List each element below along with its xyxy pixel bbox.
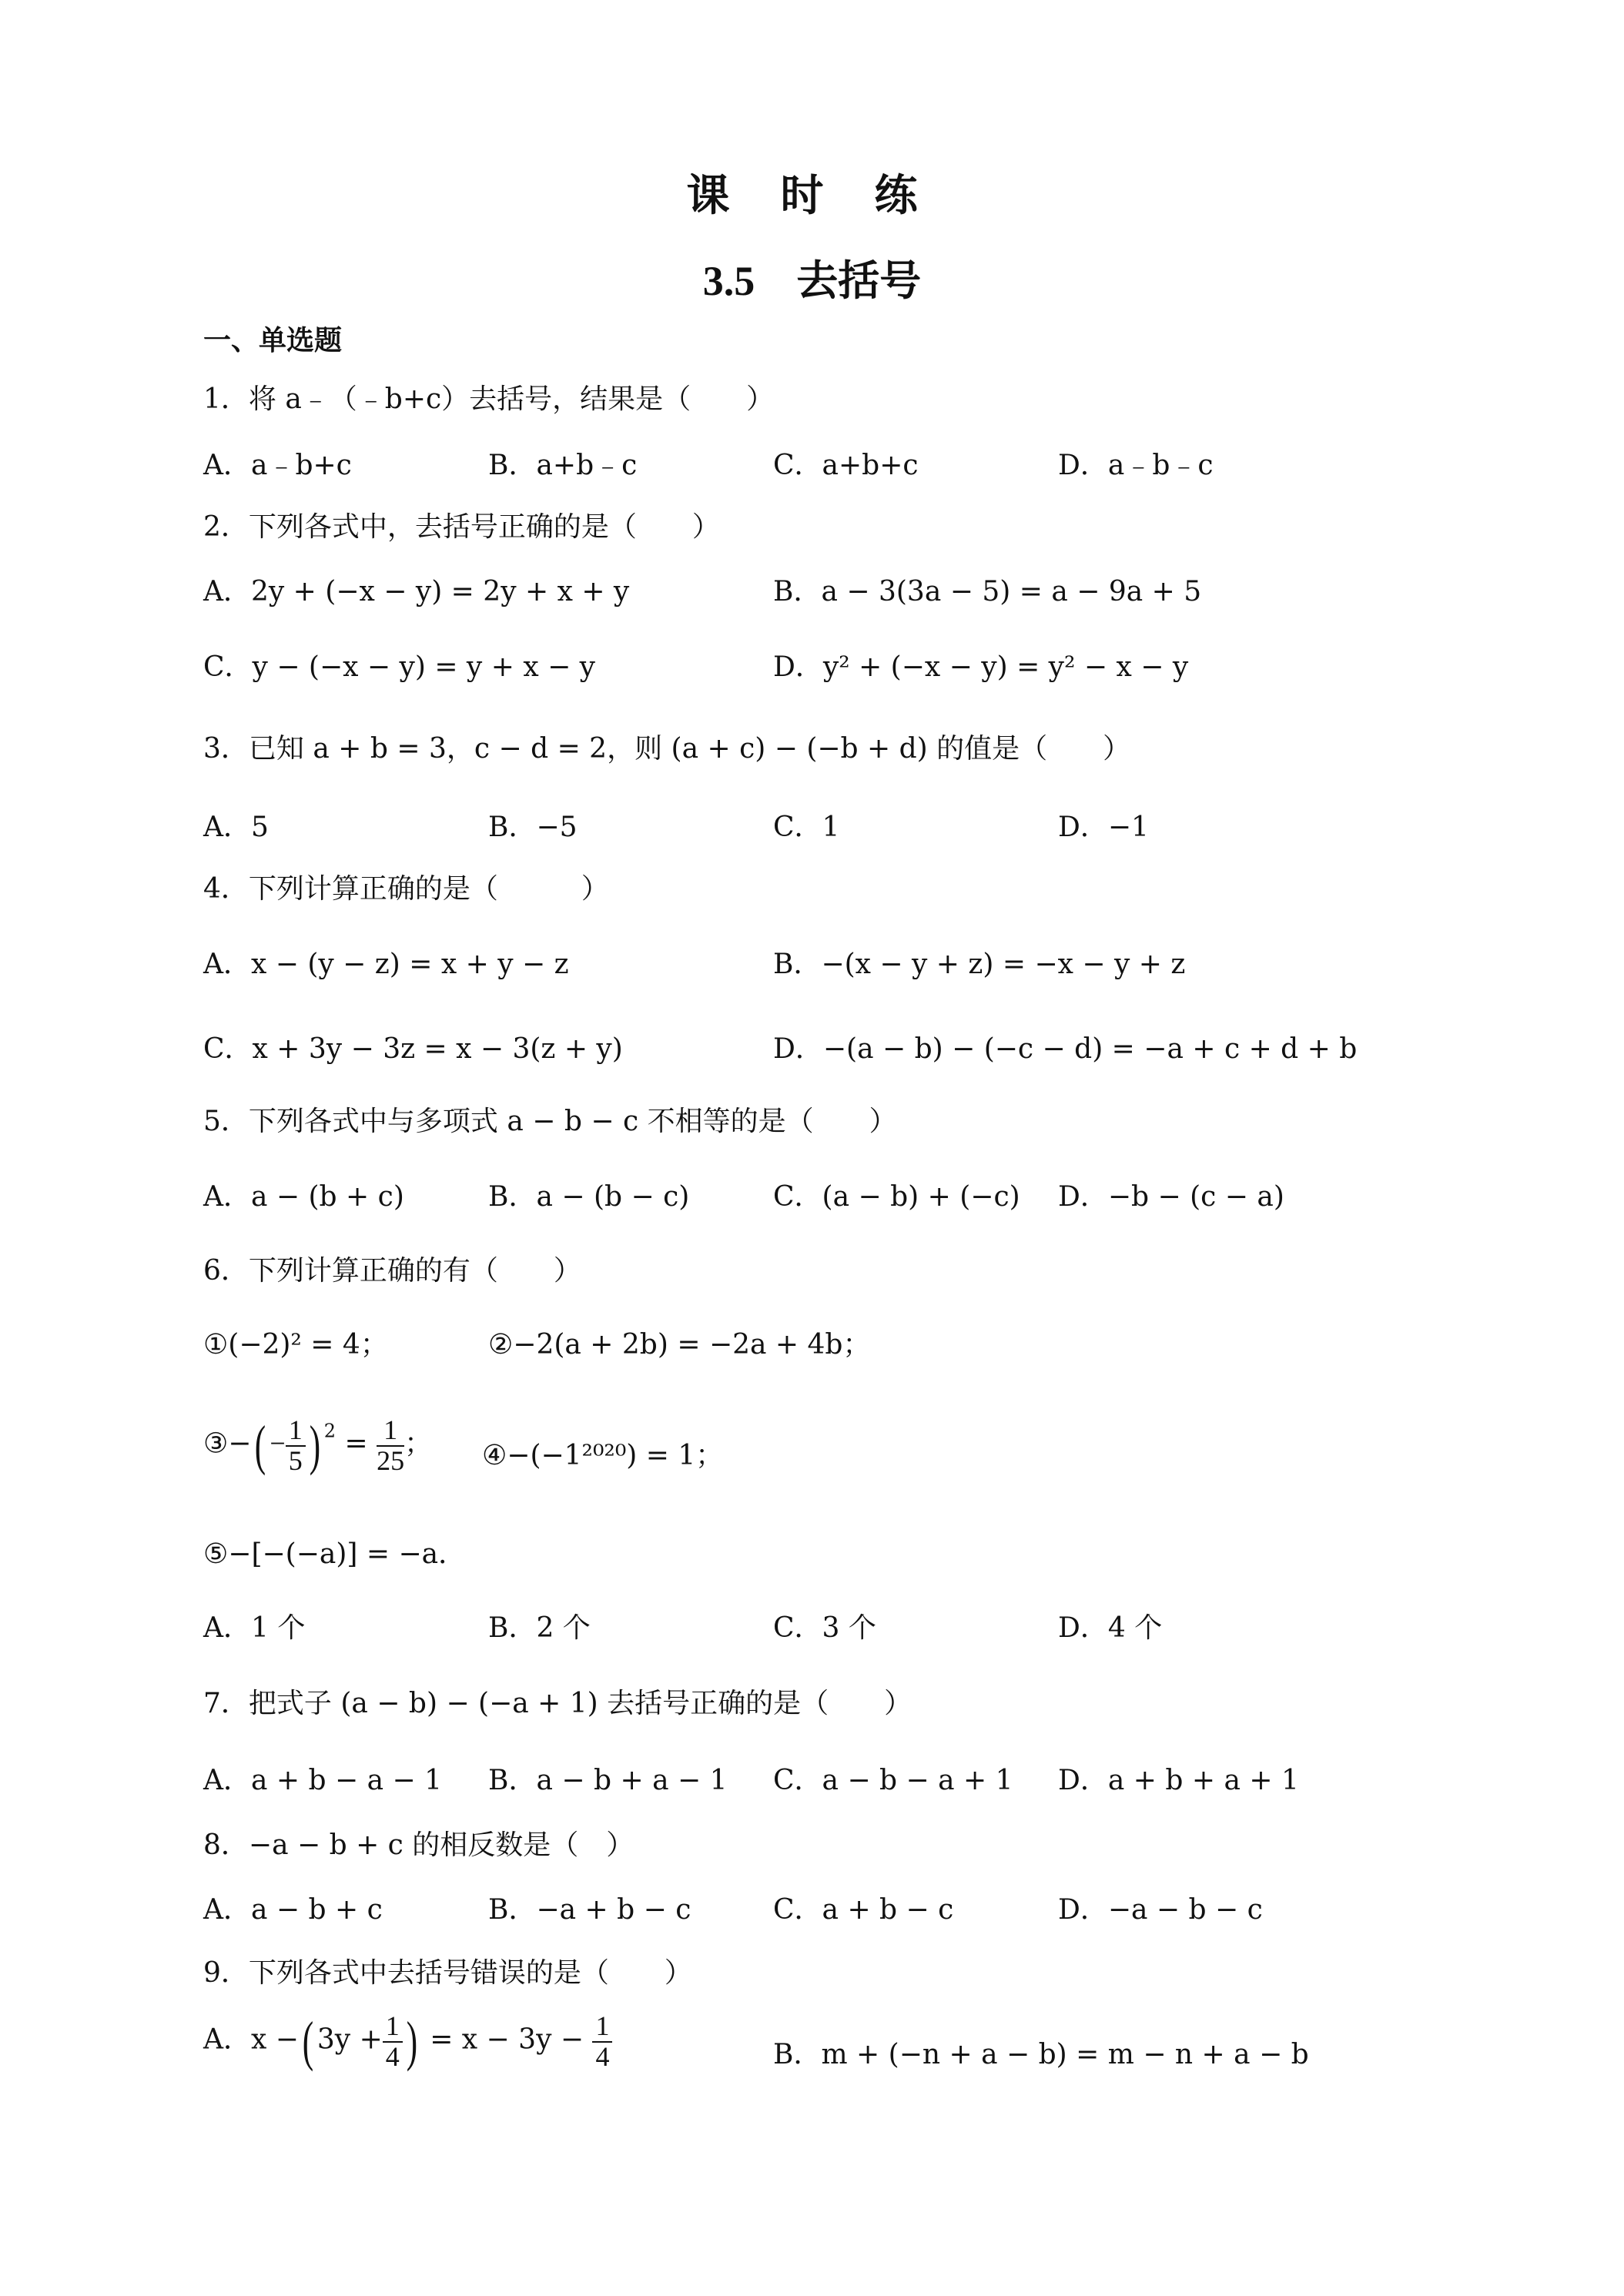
item-3-prefix: ③−: [203, 1427, 252, 1460]
fraction-denominator: 25: [377, 1444, 405, 1476]
question-6-option-c: C．3 个: [773, 1612, 876, 1644]
question-6-stem: 6．下列计算正确的有（ ）: [203, 1255, 581, 1287]
fraction-one-quarter: [383, 2012, 403, 2072]
fraction-numerator: 1: [286, 1416, 306, 1447]
question-5-option-d: D．−b − (c − a): [1058, 1181, 1284, 1213]
question-2-option-c: C．y − (−x − y) = y + x − y: [203, 651, 596, 683]
option-a-inner: 3y +: [316, 2023, 383, 2056]
fraction-one-twentyfifth: [377, 1416, 404, 1476]
question-4-option-b: B．−(x − y + z) = −x − y + z: [773, 949, 1186, 980]
question-8-option-c: C．a + b − c: [773, 1894, 954, 1926]
question-3-option-d: D．−1: [1058, 812, 1149, 843]
question-6-item-3: ③−( − $\frac{1}{5}$ ) $^2$ = $\frac{1}{25}$ ；: [203, 1414, 433, 1476]
question-4-option-a: A．x − (y − z) = x + y − z: [203, 949, 569, 980]
question-6-item-2: ②−2(a + 2b) = −2a + 4b；: [488, 1329, 871, 1361]
item-3-end: ；: [404, 1427, 433, 1460]
question-7-option-c: C．a − b − a + 1: [773, 1765, 1013, 1796]
question-9-option-a: [203, 2010, 612, 2073]
question-4-option-c: C．x + 3y − 3z = x − 3(z + y): [203, 1033, 623, 1065]
question-2-stem: 2．下列各式中，去括号正确的是（ ）: [203, 511, 720, 543]
question-1-option-a: A．a﹣b+c: [203, 450, 352, 481]
question-8-stem: 8．−a − b + c 的相反数是（ ）: [203, 1829, 635, 1861]
section-heading: 一、单选题: [203, 324, 343, 356]
question-7-option-a: A．a + b − a − 1: [203, 1765, 443, 1796]
fraction-denominator: 5: [288, 1444, 303, 1476]
question-8-option-d: D．−a − b − c: [1058, 1894, 1263, 1926]
question-1-option-d: D．a﹣b﹣c: [1058, 450, 1214, 481]
question-4-stem: 4．下列计算正确的是（ ）: [203, 873, 609, 905]
question-6-option-d: D．4 个: [1058, 1612, 1163, 1644]
fraction-numerator: 1: [377, 1416, 404, 1447]
right-paren: ): [406, 2010, 417, 2072]
question-8-option-a: A．a − b + c: [203, 1894, 383, 1926]
fraction-numerator: 1: [592, 2012, 612, 2043]
fraction-one-quarter-result: [592, 2012, 612, 2072]
question-2-option-d: D．y² + (−x − y) = y² − x − y: [773, 651, 1189, 683]
question-3-option-c: C．1: [773, 812, 840, 843]
question-3-option-b: B．−5: [488, 812, 578, 843]
question-5-option-c: C．(a − b) + (−c): [773, 1181, 1020, 1213]
fraction-denominator: 4: [385, 2040, 400, 2072]
question-3-option-a: A．5: [203, 812, 269, 843]
question-9-stem: 9．下列各式中去括号错误的是（ ）: [203, 1957, 692, 1989]
question-5-option-a: A．a − (b + c): [203, 1181, 404, 1213]
option-a-prefix: A．x −: [203, 2023, 299, 2056]
fraction-denominator: 4: [595, 2040, 610, 2072]
question-8-option-b: B．−a + b − c: [488, 1894, 691, 1926]
left-paren: (: [255, 1414, 266, 1476]
question-1-option-b: B．a+b﹣c: [488, 450, 638, 481]
question-5-stem: 5．下列各式中与多项式 a − b − c 不相等的是（ ）: [203, 1106, 897, 1137]
question-9-option-b: B．m + (−n + a − b) = m − n + a − b: [773, 2039, 1309, 2070]
equals-sign: =: [344, 1427, 368, 1460]
question-2-option-a: A．2y + (−x − y) = 2y + x + y: [203, 576, 630, 607]
page-title: 课 时 练: [686, 172, 938, 220]
question-3-stem: 3．已知 a + b = 3，c − d = 2，则 (a + c) − (−b + d) 的值是（ ）: [203, 733, 1131, 765]
fraction-one-fifth: [286, 1416, 306, 1476]
right-paren: ): [309, 1414, 320, 1476]
question-1-stem: 1．将 a﹣（﹣b+c）去括号，结果是（ ）: [203, 383, 775, 415]
question-6-option-a: A．1 个: [203, 1612, 306, 1644]
fraction-numerator: 1: [383, 2012, 403, 2043]
question-6-option-b: B．2 个: [488, 1612, 591, 1644]
question-7-option-b: B．a − b + a − 1: [488, 1765, 728, 1796]
question-6-item-4: ④−(−1²⁰²⁰) = 1；: [482, 1440, 724, 1471]
question-7-option-d: D．a + b + a + 1: [1058, 1765, 1299, 1796]
question-4-option-d: D．−(a − b) − (−c − d) = −a + c + d + b: [773, 1033, 1358, 1065]
question-7-stem: 7．把式子 (a − b) − (−a + 1) 去括号正确的是（ ）: [203, 1688, 912, 1719]
question-6-item-1: ①(−2)² = 4；: [203, 1329, 388, 1361]
question-6-item-5: ⑤−[−(−a)] = −a．: [203, 1538, 467, 1570]
left-paren: (: [302, 2010, 314, 2072]
page-subtitle: 3.5 去括号: [702, 258, 922, 304]
question-2-option-b: B．a − 3(3a − 5) = a − 9a + 5: [773, 576, 1202, 607]
option-a-equation: = x − 3y −: [430, 2023, 584, 2056]
question-5-option-b: B．a − (b − c): [488, 1181, 690, 1213]
question-1-option-c: C．a+b+c: [773, 450, 919, 481]
